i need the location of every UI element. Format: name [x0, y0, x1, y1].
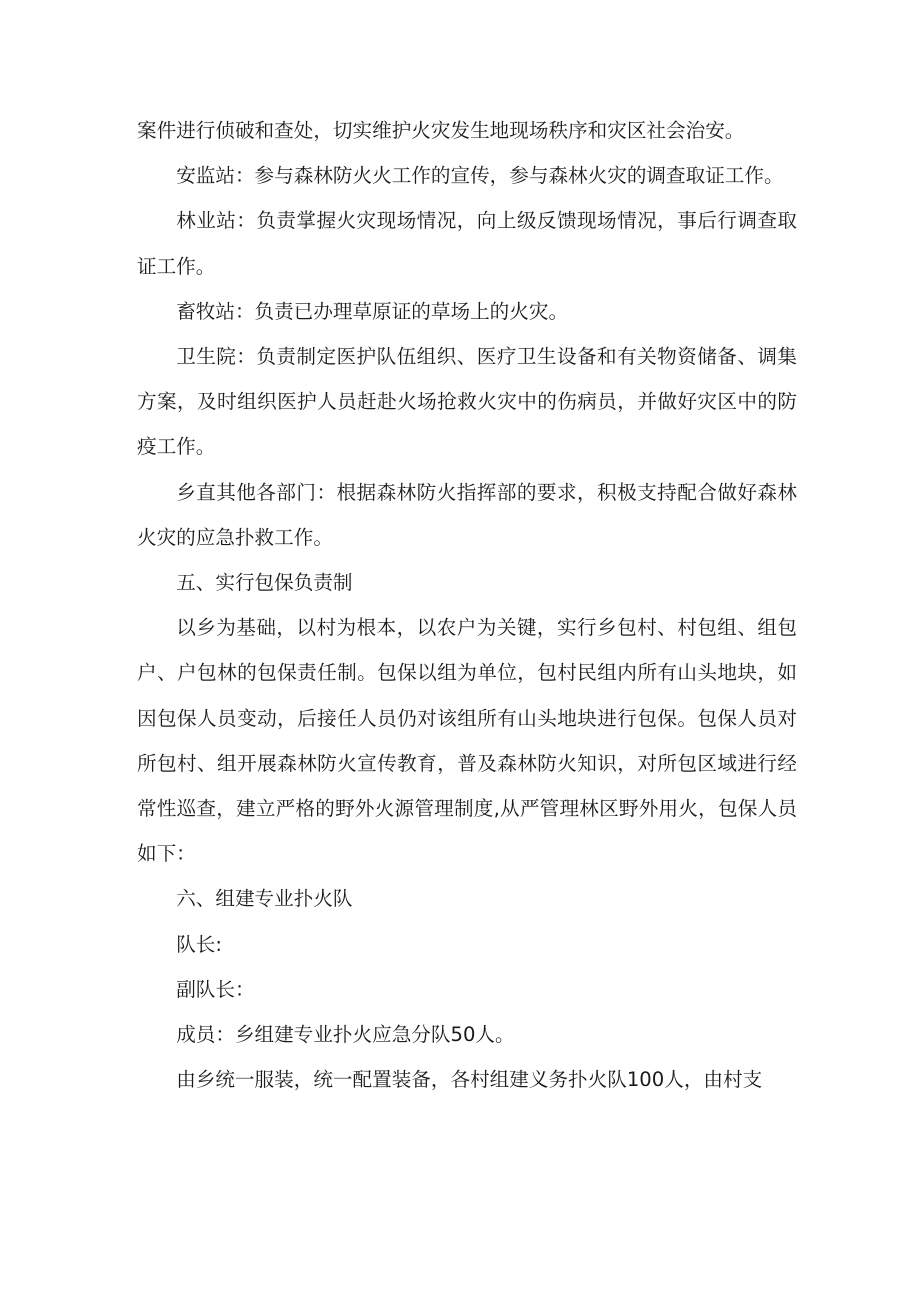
paragraph-livestock-station: 畜牧站：负责已办理草原证的草场上的火灾。	[176, 299, 569, 323]
paragraph-captain: 队长:	[176, 932, 222, 956]
paragraph-forestry-station: 林业站：负责掌握火灾现场情况，向上级反馈现场情况，事后行调查取证工作。	[137, 209, 797, 278]
paragraph-members: 成员：乡组建专业扑火应急分队50人。	[176, 1023, 515, 1047]
paragraph-volunteer-team: 由乡统一服装，统一配置装备，各村组建义务扑火队100人，由村支	[176, 1068, 763, 1092]
paragraph-safety-station: 安监站：参与森林防火火工作的宣传，参与森林火灾的调查取证工作。	[176, 164, 784, 188]
section-heading-6: 六、组建专业扑火队	[176, 887, 353, 911]
paragraph-other-departments: 乡直其他各部门：根据森林防火指挥部的要求，积极支持配合做好森林火灾的应急扑救工作。	[137, 480, 797, 549]
paragraph-vice-captain: 副队长：	[176, 977, 255, 1001]
paragraph-case-investigation: 案件进行侦破和查处，切实维护火灾发生地现场秩序和灾区社会治安。	[137, 119, 745, 142]
section-heading-5: 五、实行包保负责制	[176, 571, 353, 595]
paragraph-health-center: 卫生院：负责制定医护队伍组织、医疗卫生设备和有关物资储备、调集方案，及时组织医护人员赶赴火场抢救火灾中的伤病员，并做好灾区中的防疫工作。	[137, 345, 797, 459]
paragraph-responsibility-system: 以乡为基础，以村为根本，以农户为关键，实行乡包村、村包组、组包户、户包林的包保责任制。包保以组为单位，包村民组内所有山头地块，如因包保人员变动，后接任人员仍对该组所有山头地块进行包保。包保人员对所包村、组开展森林防火宣传教育，普及森林防火知识，对所包区域进行经常性巡查，建立严格的野外火源管理制度,从严管理林区野外用火，包保人员如下：	[137, 616, 797, 866]
document-body	[137, 108, 797, 1102]
